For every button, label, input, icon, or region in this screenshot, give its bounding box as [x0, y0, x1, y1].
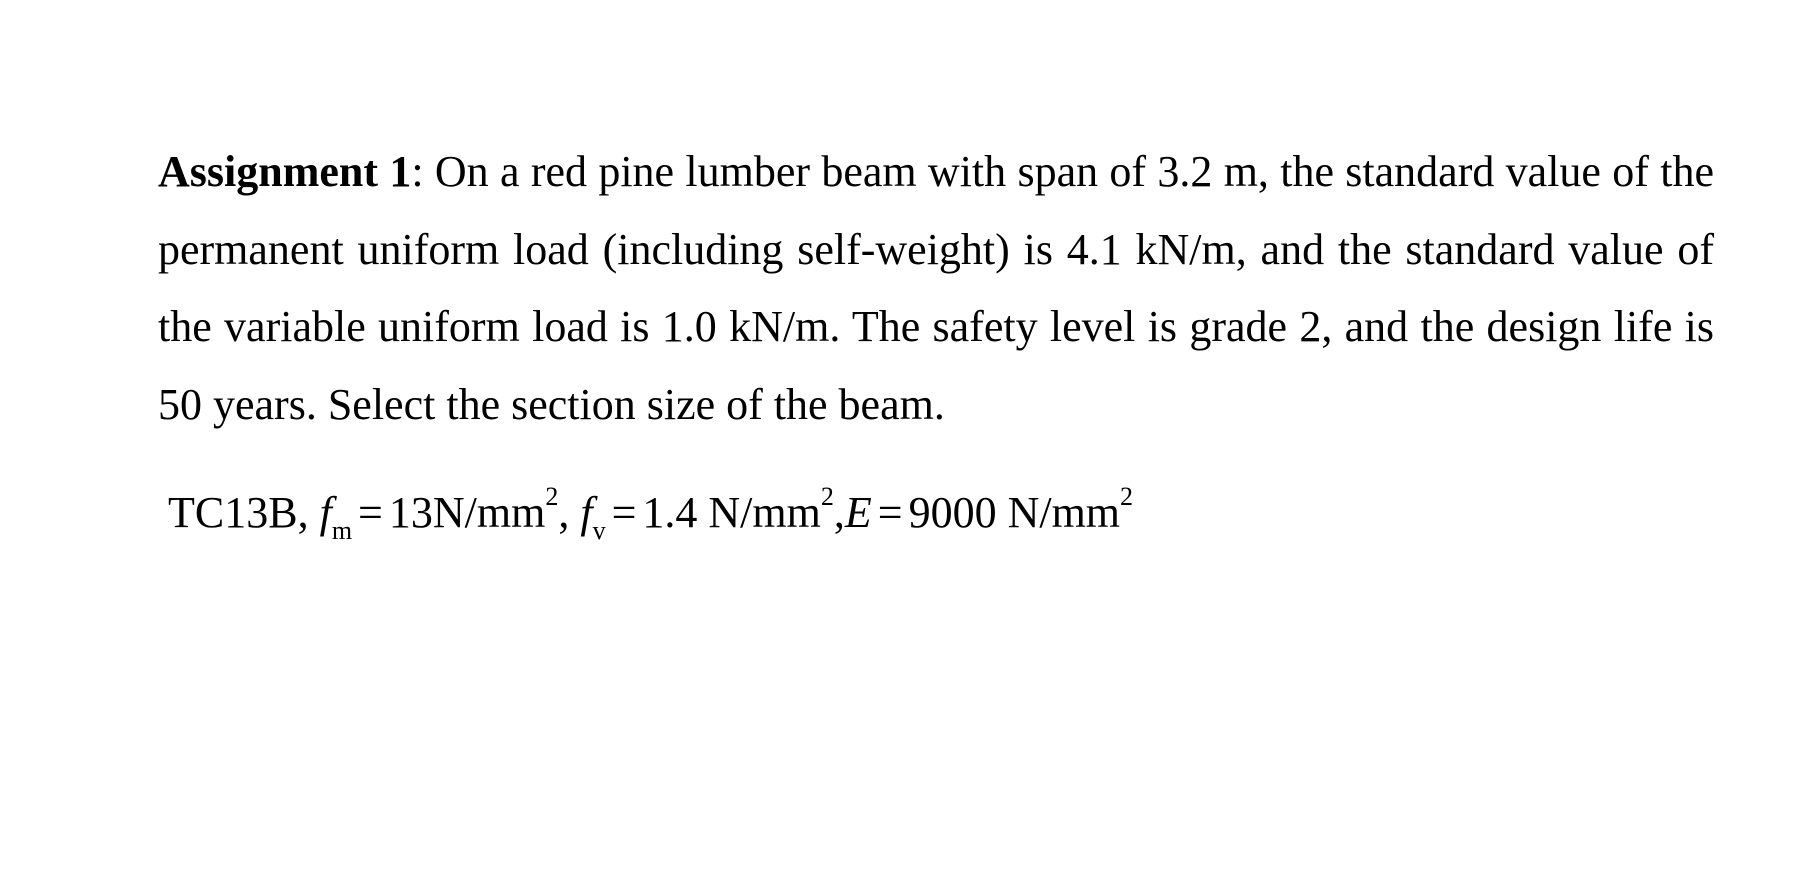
fm-trail: ,: [558, 488, 570, 537]
fm-exponent: 2: [545, 482, 559, 511]
fv-symbol: f: [580, 488, 593, 537]
fm-value: 13N/mm: [388, 488, 546, 537]
assignment-separator: :: [411, 147, 424, 196]
fm-symbol: f: [319, 488, 332, 537]
e-exponent: 2: [1120, 482, 1134, 511]
timber-grade: TC13B,: [168, 488, 309, 537]
fv-value: 1.4 N/mm: [642, 488, 821, 537]
assignment-text: On a red pine lumber beam with span of 3.2 m, the standard value of the permanent uniform load (including self-weight) is 4.1 kN/m, and the standard value of the variable uniform load is 1.0 kN/m. The safety level is grade 2, and the design life is 50 years. Select the section size of the beam.: [158, 147, 1714, 429]
fm-equals: =: [358, 488, 383, 537]
e-symbol: E: [844, 488, 872, 537]
assignment-label: Assignment 1: [158, 147, 412, 196]
fm-subscript: m: [331, 516, 353, 545]
fv-equals: =: [611, 488, 637, 537]
assignment-paragraph: [158, 133, 1714, 443]
fv-trail: ,: [833, 488, 845, 537]
e-value: 9000 N/mm: [908, 488, 1121, 537]
material-properties-formula: [168, 483, 1133, 543]
e-equals: =: [877, 488, 903, 537]
fv-subscript: v: [592, 516, 606, 545]
fv-exponent: 2: [820, 482, 834, 511]
